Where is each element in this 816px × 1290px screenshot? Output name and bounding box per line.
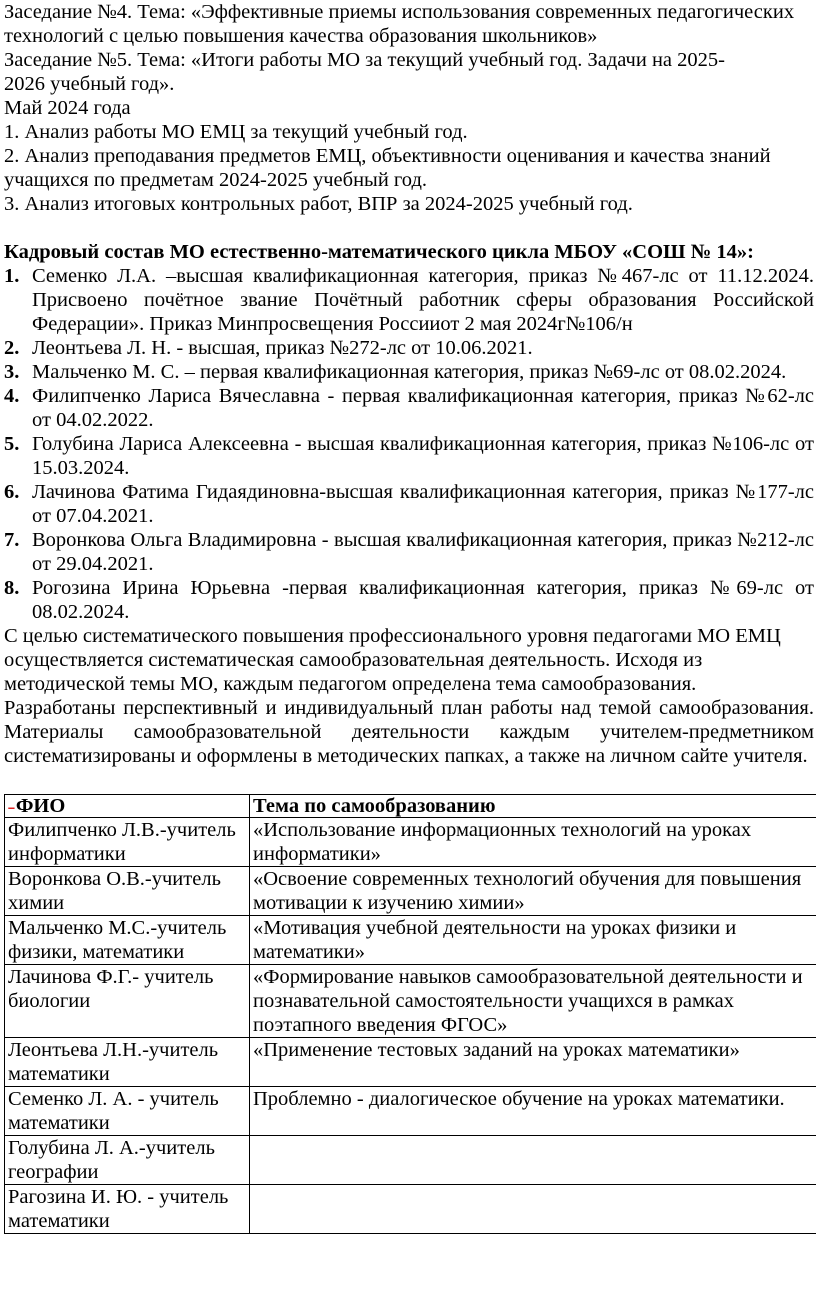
list-item <box>4 528 814 576</box>
spacer <box>4 216 814 240</box>
text-line: Май 2024 года <box>4 97 131 119</box>
table-row <box>5 1038 816 1087</box>
cell-fio: Мальченко М.С.-учитель физики, математики <box>5 916 250 965</box>
table-row <box>5 1087 816 1136</box>
text-line: 2. Анализ преподавания предметов ЕМЦ, объективности оценивания и качества знаний <box>4 145 771 167</box>
list-item <box>4 264 814 336</box>
item-number: 3. <box>4 361 20 383</box>
revision-marker: ˗ <box>8 795 15 817</box>
cell-fio: Голубина Л. А.-учитель географии <box>5 1136 250 1185</box>
list-item <box>4 432 814 480</box>
cell-theme: Проблемно - диалогическое обучение на уроках математики. <box>250 1087 816 1136</box>
item-number: 5. <box>4 433 20 455</box>
item-text: Лачинова Фатима Гидаядиновна-высшая квалификационная категория, приказ №177-лс от 07.04.2021. <box>32 481 814 527</box>
cell-fio: Рагозина И. Ю. - учитель математики <box>5 1185 250 1234</box>
table-row <box>5 965 816 1038</box>
cell-fio: Леонтьева Л.Н.-учитель математики <box>5 1038 250 1087</box>
list-item <box>4 480 814 528</box>
self-education-table <box>4 794 816 1234</box>
header-fio: ˗ФИО <box>5 795 250 818</box>
list-item <box>4 360 814 384</box>
item-number: 8. <box>4 577 20 599</box>
cell-theme <box>250 1136 816 1185</box>
item-number: 7. <box>4 529 20 551</box>
cell-fio: Филипченко Л.В.-учитель информатики <box>5 818 250 867</box>
list-item <box>4 336 814 360</box>
staff-heading: Кадровый состав МО естественно-математического цикла МБОУ «СОШ № 14»: <box>4 241 754 263</box>
cell-theme: «Мотивация учебной деятельности на уроках физики и математики» <box>250 916 816 965</box>
text-line: Заседание №4. Тема: «Эффективные приемы использования современных педагогических <box>4 1 795 23</box>
item-text: Рогозина Ирина Юрьевна -первая квалификационная категория, приказ №69-лс от 08.02.2024. <box>32 577 814 623</box>
cell-theme <box>250 1185 816 1234</box>
item-number: 6. <box>4 481 20 503</box>
materials-paragraph: Разработаны перспективный и индивидуальный план работы над темой самообразования. Материалы самообразовательной деятельности каждым учителем-предметником систематизированы и оформлены в методических папках, а также на личном сайте учителя. <box>4 697 814 767</box>
staff-list <box>4 264 814 624</box>
cell-theme: «Формирование навыков самообразовательной деятельности и познавательной самостоятельности учащихся в рамках поэтапного введения ФГОС» <box>250 965 816 1038</box>
item-text: Голубина Лариса Алексеевна - высшая квалификационная категория, приказ №106-лс от 15.03.2024. <box>32 433 814 479</box>
text-line: учащихся по предметам 2024-2025 учебный год. <box>4 169 428 191</box>
cell-theme: «Использование информационных технологий на уроках информатики» <box>250 818 816 867</box>
text-line: 2026 учебный год». <box>4 73 175 95</box>
text-line: 1. Анализ работы МО ЕМЦ за текущий учебный год. <box>4 121 468 143</box>
item-text: Семенко Л.А. –высшая квалификационная категория, приказ №467-лс от 11.12.2024. Присвоено почётное звание Почётный работник сферы образования Российской Федерации». Приказ Минпросвещения Россииот 2 мая 2024г№106/н <box>32 265 814 335</box>
self-education-paragraph: С целью систематического повышения профессионального уровня педагогами МО ЕМЦ осуществляется систематическая самообразовательная деятельность. Исходя из методической темы МО, каждым педагогом определена тема самообразования. <box>4 625 781 695</box>
item-number: 4. <box>4 385 20 407</box>
cell-fio: Воронкова О.В.-учитель химии <box>5 867 250 916</box>
item-text: Леонтьева Л. Н. - высшая, приказ №272-лс от 10.06.2021. <box>32 337 533 359</box>
meeting-plan <box>4 0 814 216</box>
text-line: Заседание №5. Тема: «Итоги работы МО за текущий учебный год. Задачи на 2025- <box>4 49 725 71</box>
item-text: Мальченко М. С. – первая квалификационная категория, приказ №69-лс от 08.02.2024. <box>32 361 787 383</box>
text-line: технологий с целью повышения качества образования школьников» <box>4 25 598 47</box>
header-theme: Тема по самообразованию <box>250 795 816 818</box>
cell-theme: «Освоение современных технологий обучения для повышения мотивации к изучению химии» <box>250 867 816 916</box>
table-row <box>5 1185 816 1234</box>
item-number: 2. <box>4 337 20 359</box>
table-row <box>5 1136 816 1185</box>
item-text: Воронкова Ольга Владимировна - высшая квалификационная категория, приказ №212-лс от 29.04.2021. <box>32 529 814 575</box>
item-text: Филипченко Лариса Вячеславна - первая квалификационная категория, приказ №62-лс от 04.02.2022. <box>32 385 814 431</box>
cell-theme: «Применение тестовых заданий на уроках математики» <box>250 1038 816 1087</box>
cell-fio: Семенко Л. А. - учитель математики <box>5 1087 250 1136</box>
table-row <box>5 867 816 916</box>
list-item <box>4 384 814 432</box>
item-number: 1. <box>4 265 20 287</box>
table-row <box>5 818 816 867</box>
table-header-row <box>5 795 816 818</box>
text-line: 3. Анализ итоговых контрольных работ, ВПР за 2024-2025 учебный год. <box>4 193 633 215</box>
table-row <box>5 916 816 965</box>
list-item <box>4 576 814 624</box>
cell-fio: Лачинова Ф.Г.- учитель биологии <box>5 965 250 1038</box>
